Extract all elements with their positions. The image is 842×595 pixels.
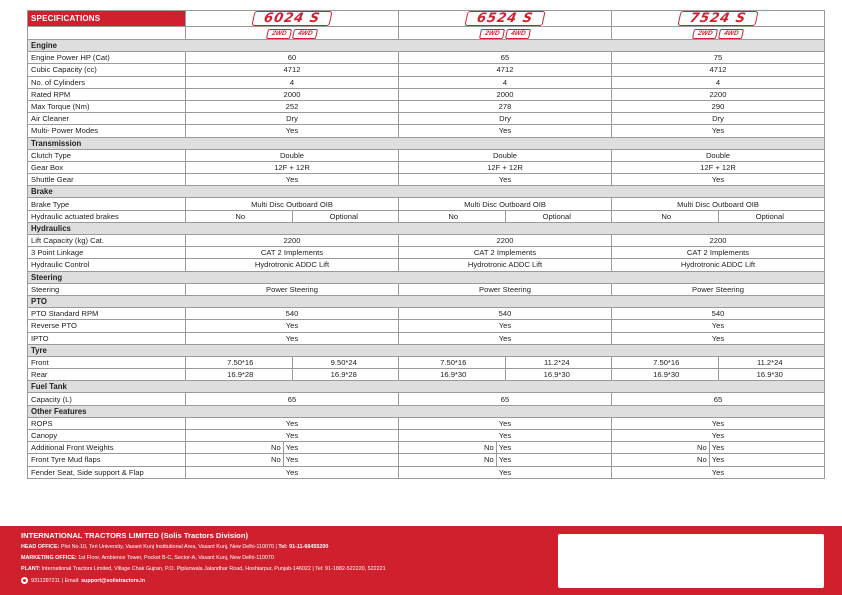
row-label: Steering: [28, 283, 186, 295]
model-6524s-logo: 6524 S: [464, 11, 545, 26]
row-label: Additional Front Weights: [28, 442, 186, 454]
row-label: Canopy: [28, 430, 186, 442]
support-email-link[interactable]: support@solistractors.in: [81, 577, 146, 584]
table-row: Canopy Yes Yes Yes: [28, 430, 825, 442]
row-label: IPTO: [28, 332, 186, 344]
table-row: Steering Power Steering Power Steering Power Steering: [28, 283, 825, 295]
section-steering: Steering: [28, 271, 825, 283]
table-row: Max Torque (Nm) 252 278 290: [28, 100, 825, 112]
row-label: No. of Cylinders: [28, 76, 186, 88]
row-label: Engine Power HP (Cat): [28, 52, 186, 64]
row-label: Multi- Power Modes: [28, 125, 186, 137]
row-label: Rated RPM: [28, 88, 186, 100]
row-label: Shuttle Gear: [28, 174, 186, 186]
row-label: PTO Standard RPM: [28, 308, 186, 320]
dealer-stamp-box: [558, 534, 824, 588]
table-row: 3 Point Linkage CAT 2 Implements CAT 2 Implements CAT 2 Implements: [28, 247, 825, 259]
plant-line: PLANT: International Tractors Limited, Village Chak Gujran, P.O. Piplanwala Jalandhar Road, Hoshiarpur, Punjab-146022 | Tel: 91-1882-522220, 522221: [21, 566, 386, 572]
table-row: IPTO Yes Yes Yes: [28, 332, 825, 344]
table-row: Engine Power HP (Cat) 60 65 75: [28, 52, 825, 64]
table-row: Fender Seat, Side support & Flap Yes Yes Yes: [28, 466, 825, 478]
table-row: Air Cleaner Dry Dry Dry: [28, 113, 825, 125]
row-label: ROPS: [28, 417, 186, 429]
model-7524s-logo: 7524 S: [677, 11, 758, 26]
head-office-line: HEAD OFFICE: Plot No.10, Teri University, Vasant Kunj Institutional Area, Vasant Kunj, New Delhi-110070 | Tel: 91-11-66455200: [21, 544, 329, 550]
table-row: Capacity (L) 65 65 65: [28, 393, 825, 405]
table-row: Shuttle Gear Yes Yes Yes: [28, 174, 825, 186]
contact-line: 9311397211 | Email: support@solistractors.in: [21, 577, 145, 584]
section-transmission: Transmission: [28, 137, 825, 149]
specifications-title: SPECIFICATIONS: [28, 11, 186, 27]
whatsapp-icon: [21, 577, 28, 584]
table-row: Front 7.50*16 9.50*24 7.50*16 11.2*24 7.50*16 11.2*24: [28, 356, 825, 368]
row-label: Front Tyre Mud flaps: [28, 454, 186, 466]
row-label: 3 Point Linkage: [28, 247, 186, 259]
table-row: Clutch Type Double Double Double: [28, 149, 825, 161]
section-engine: Engine: [28, 40, 825, 52]
marketing-office-line: MARKETING OFFICE: 1st Floor, Ambience Tower, Pocket B-C, Sector-A, Vasant Kunj, New Delhi-110070: [21, 555, 274, 561]
row-label: Front: [28, 356, 186, 368]
table-row: Front Tyre Mud flaps No Yes No Yes No Yes: [28, 454, 825, 466]
table-row: No. of Cylinders 4 4 4: [28, 76, 825, 88]
row-label: Rear: [28, 369, 186, 381]
row-label: Reverse PTO: [28, 320, 186, 332]
table-row: Rear 16.9*28 16.9*28 16.9*30 16.9*30 16.9*30 16.9*30: [28, 369, 825, 381]
row-label: Hydraulic Control: [28, 259, 186, 271]
table-row: Gear Box 12F + 12R 12F + 12R 12F + 12R: [28, 161, 825, 173]
table-row: Hydraulic actuated brakes No Optional No Optional No Optional: [28, 210, 825, 222]
table-row: Cubic Capacity (cc) 4712 4712 4712: [28, 64, 825, 76]
drive-4wd-badge: 4WD: [505, 29, 532, 39]
table-row: Multi- Power Modes Yes Yes Yes: [28, 125, 825, 137]
drive-2wd-badge: 2WD: [478, 29, 505, 39]
drive-type-row: [28, 27, 825, 40]
section-fuel-tank: Fuel Tank: [28, 381, 825, 393]
table-row: Rated RPM 2000 2000 2200: [28, 88, 825, 100]
drive-4wd-badge: 4WD: [718, 29, 745, 39]
row-label: Fender Seat, Side support & Flap: [28, 466, 186, 478]
row-label: Brake Type: [28, 198, 186, 210]
company-name: INTERNATIONAL TRACTORS LIMITED (Solis Tractors Division): [21, 531, 248, 540]
drive-2wd-badge: 2WD: [265, 29, 292, 39]
drive-4wd-badge: 4WD: [292, 29, 319, 39]
table-row: Reverse PTO Yes Yes Yes: [28, 320, 825, 332]
row-label: Max Torque (Nm): [28, 100, 186, 112]
row-label: Hydraulic actuated brakes: [28, 210, 186, 222]
table-row: Brake Type Multi Disc Outboard OIB Multi Disc Outboard OIB Multi Disc Outboard OIB: [28, 198, 825, 210]
section-hydraulics: Hydraulics: [28, 222, 825, 234]
table-row: ROPS Yes Yes Yes: [28, 417, 825, 429]
row-label: Gear Box: [28, 161, 186, 173]
table-row: PTO Standard RPM 540 540 540: [28, 308, 825, 320]
section-pto: PTO: [28, 295, 825, 307]
row-label: Air Cleaner: [28, 113, 186, 125]
drive-2wd-badge: 2WD: [691, 29, 718, 39]
row-label: Capacity (L): [28, 393, 186, 405]
row-label: Cubic Capacity (cc): [28, 64, 186, 76]
section-tyre: Tyre: [28, 344, 825, 356]
section-other-features: Other Features: [28, 405, 825, 417]
table-row: Lift Capacity (kg) Cat. 2200 2200 2200: [28, 235, 825, 247]
table-header-row: [28, 11, 825, 27]
model-6024s-logo: 6024 S: [251, 11, 332, 26]
table-row: Hydraulic Control Hydrotronic ADDC Lift Hydrotronic ADDC Lift Hydrotronic ADDC Lift: [28, 259, 825, 271]
table-row: Additional Front Weights No Yes No Yes No Yes: [28, 442, 825, 454]
section-brake: Brake: [28, 186, 825, 198]
specifications-table: [27, 10, 825, 479]
row-label: Lift Capacity (kg) Cat.: [28, 235, 186, 247]
row-label: Clutch Type: [28, 149, 186, 161]
